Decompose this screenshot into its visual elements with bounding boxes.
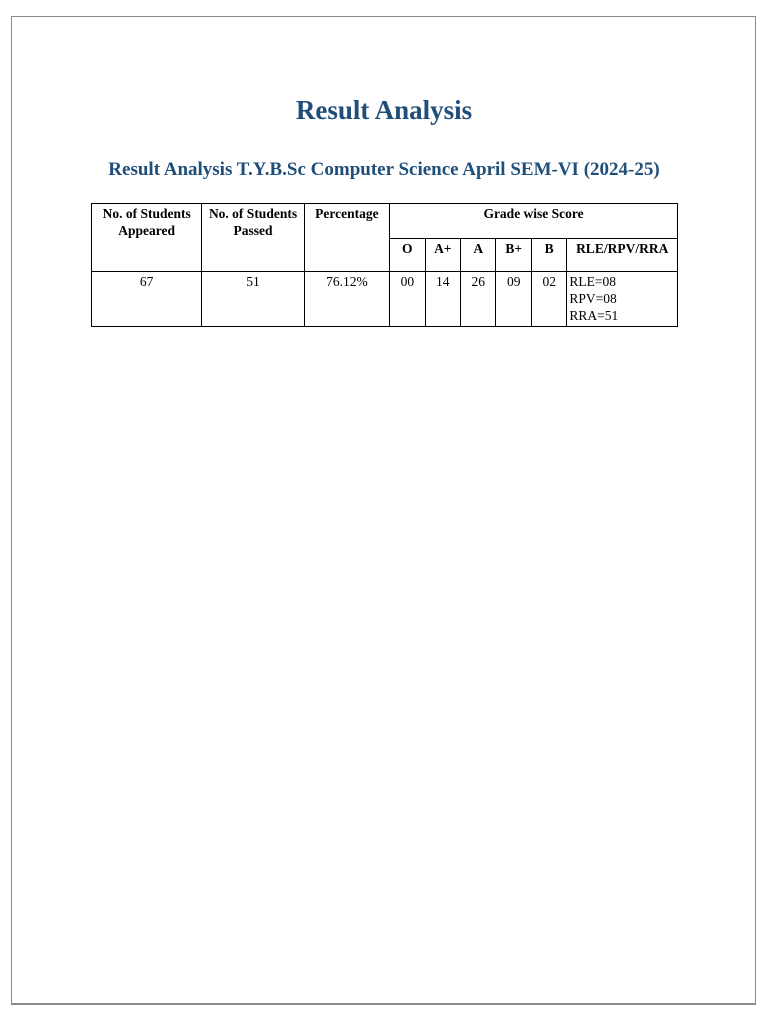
cell-grade-a-plus: 14 [425, 272, 461, 327]
cell-grade-b: 02 [531, 272, 566, 327]
cell-students-appeared: 67 [92, 272, 202, 327]
rra-value: RRA=51 [569, 308, 619, 323]
cell-grade-o: 00 [390, 272, 425, 327]
header-grade-b: B [531, 239, 566, 272]
rle-value: RLE=08 [569, 274, 617, 289]
result-table [91, 203, 678, 327]
header-grade-b-plus: B+ [496, 239, 532, 272]
rpv-value: RPV=08 [569, 291, 617, 306]
header-grade-o: O [390, 239, 425, 272]
header-grade-a-plus: A+ [425, 239, 461, 272]
table-row [92, 272, 678, 327]
page-subtitle: Result Analysis T.Y.B.Sc Computer Science April SEM-VI (2024-25) [108, 159, 660, 180]
cell-grade-a: 26 [461, 272, 496, 327]
header-rle-rpv-rra: RLE/RPV/RRA [567, 239, 678, 272]
cell-students-passed: 51 [202, 272, 304, 327]
header-percentage: Percentage [304, 204, 389, 272]
header-students-passed: No. of Students Passed [202, 204, 304, 272]
cell-percentage: 76.12% [304, 272, 389, 327]
header-students-appeared: No. of Students Appeared [92, 204, 202, 272]
page-title: Result Analysis [295, 95, 473, 125]
cell-rle-rpv-rra [567, 272, 678, 327]
header-grade-wise-score: Grade wise Score [390, 204, 678, 239]
header-grade-a: A [461, 239, 496, 272]
table-header-row [92, 204, 678, 239]
cell-grade-b-plus: 09 [496, 272, 532, 327]
